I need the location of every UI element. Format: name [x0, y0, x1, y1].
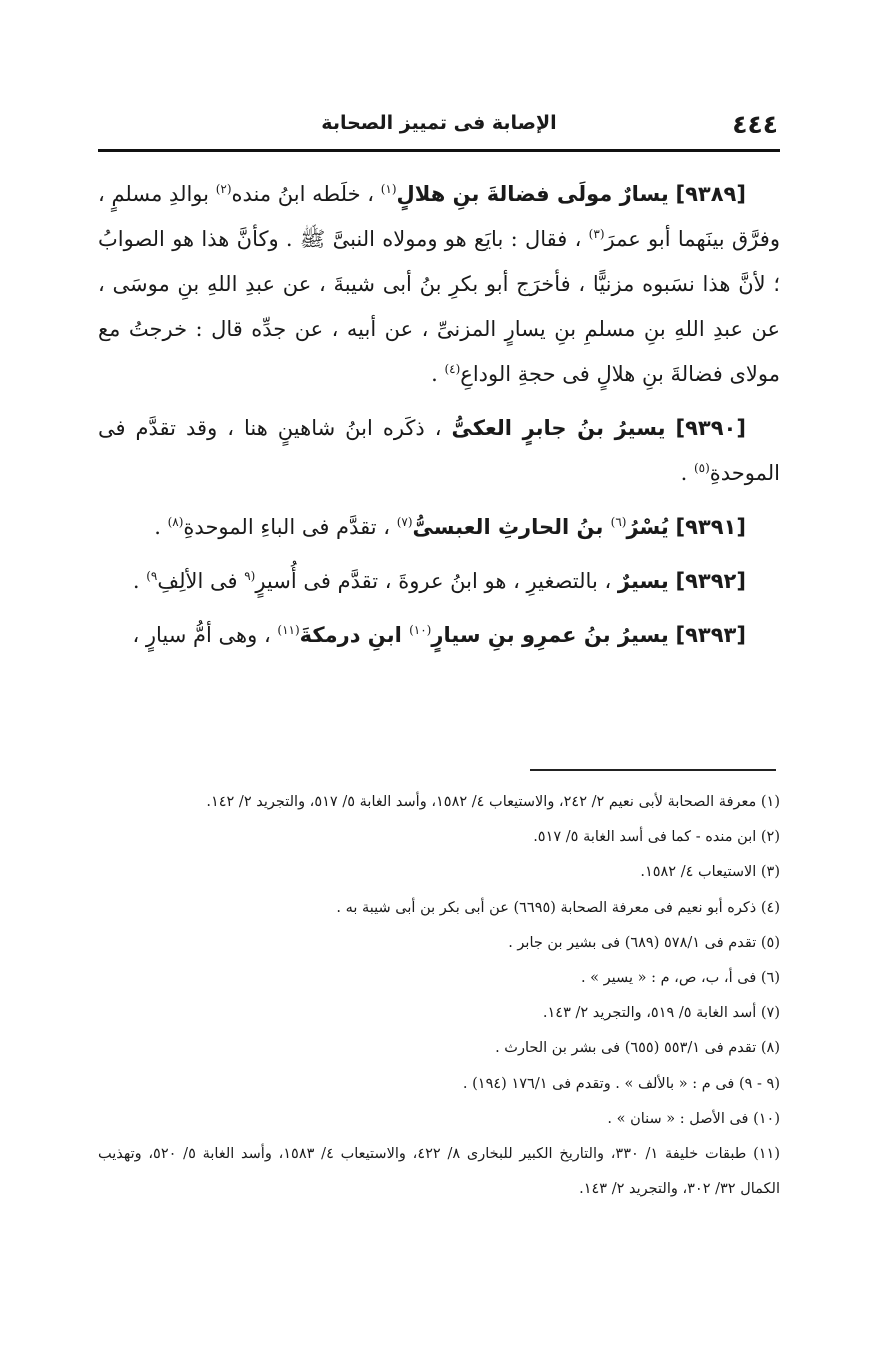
entry-number: [٩٣٩١]	[675, 515, 746, 539]
main-text	[98, 172, 780, 667]
entry-9392	[98, 559, 780, 604]
footnote-ref: (٥)	[693, 461, 710, 475]
footnote-rule	[530, 769, 776, 771]
footnote: (١١) طبقات خليفة ١/ ٣٣٠، والتاريخ الكبير للبخارى ٨/ ٤٢٢، والاستيعاب ٤/ ١٥٨٣، وأسد الغابة ٥/ ٥٢٠، وتهذيب الكمال ٣٢/ ٣٠٢، والتجريد ٢/ ١٤٣.	[98, 1146, 780, 1198]
entry-text: فى الألِفِ	[157, 569, 245, 593]
entry-text: ، وهى أمُّ سيارٍ ،	[132, 623, 278, 647]
entry-9390	[98, 406, 780, 496]
page-number: ٤٤٤	[732, 110, 778, 139]
footnote-ref: (٢)	[215, 182, 232, 196]
footnote-ref: (٩	[244, 569, 256, 583]
entry-text: .	[154, 515, 168, 539]
entry-9389	[98, 172, 780, 397]
footnote: (٥) تقدم فى ٥٧٨/١ (٦٨٩) فى بشير بن جابر .	[508, 934, 780, 951]
footnote-ref: (١٠)	[409, 623, 432, 637]
footnote-ref: (١)	[380, 182, 397, 196]
footnotes	[98, 785, 780, 1207]
entry-text: ، تقدَّم فى الباءِ الموحدةِ	[183, 515, 397, 539]
footnote: (٨) تقدم فى ٥٥٣/١ (٦٥٥) فى بشر بن الحارث .	[495, 1040, 780, 1057]
footnote-ref: (١١)	[277, 623, 300, 637]
entry-name: يسيرٌ	[617, 569, 669, 593]
footnote: (٣) الاستيعاب ٤/ ١٥٨٢.	[640, 864, 780, 881]
entry-name: بنُ الحارثِ العبسىُّ	[412, 515, 611, 539]
entry-name: يسارٌ مولَى فضالةَ بنِ هلالٍ	[396, 182, 669, 206]
footnote-ref: (٧)	[396, 515, 413, 529]
footnote-ref: (٦)	[610, 515, 627, 529]
entry-text: .	[132, 569, 147, 593]
entry-text: ، بالتصغيرِ ، هو ابنُ عروةَ ، تقدَّم فى أُسيرٍ	[255, 569, 618, 593]
entry-text: ، ذكَره ابنُ شاهينٍ هنا ، وقد تقدَّم فى الموحدةِ	[98, 416, 780, 485]
entry-text: .	[680, 461, 694, 485]
footnote-ref: (٣)	[588, 227, 605, 241]
footnote: (٦) فى أ، ب، ص، م : « يسير » .	[580, 970, 780, 987]
entry-number: [٩٣٩٠]	[675, 416, 746, 440]
entry-text: .	[431, 362, 445, 386]
entry-text: ، فقال : بايَع هو ومولاه النبىَّ ﷺ . وكأنَّ هذا هو الصوابُ ؛ لأنَّ هذا نسَبوه مزنيًّا ، فأخرَج أبو بكرِ بنُ أبى شيبةَ ، عن عبدِ اللهِ بنِ موسَى ، عن عبدِ اللهِ بنِ مسلمِ بنِ يسارٍ المزنىِّ ، عن أبيه ، عن جدِّه قال : خرجتُ مع مولاى فضالةَ بنِ هلالٍ فى حجةِ الوداعِ	[98, 227, 780, 386]
footnote-ref: (٤)	[444, 362, 461, 376]
entry-name: يسيرُ بنُ عمرِو بنِ سيارٍ	[431, 623, 669, 647]
entry-9391	[98, 505, 780, 550]
footnote-ref: (٨)	[167, 515, 184, 529]
entry-9393	[98, 613, 780, 658]
entry-number: [٩٣٩٣]	[675, 623, 746, 647]
footnote: (٢) ابن منده - كما فى أسد الغابة ٥/ ٥١٧.	[533, 829, 780, 846]
footnote: (١) معرفة الصحابة لأبى نعيم ٢/ ٢٤٢، والاستيعاب ٤/ ١٥٨٢، وأسد الغابة ٥/ ٥١٧، والتجريد ٢/ ١٤٢.	[206, 794, 780, 810]
entry-name: يُسْرُ	[626, 515, 669, 539]
footnote: (١٠) فى الأصل : « سنان » .	[607, 1110, 780, 1127]
page-header	[98, 104, 780, 144]
entry-name: ابنِ درمكةَ	[299, 623, 410, 647]
footnote-ref: ٩)	[146, 569, 158, 583]
entry-text: ، خلَطه ابنُ منده	[231, 182, 381, 206]
footnote: (٩ - ٩) فى م : « بالألف » . وتقدم فى ١٧٦/١ (١٩٤) .	[462, 1075, 780, 1092]
header-rule	[98, 149, 780, 152]
entry-text: بوالدِ مسلمٍ ، وفرَّق بينَهما أبو عمرَ	[98, 182, 780, 251]
entry-name: يسيرُ بنُ جابرٍ العكىُّ	[451, 416, 666, 440]
footnote: (٤) ذكره أبو نعيم فى معرفة الصحابة (٦٦٩٥) عن أبى بكر بن أبى شيبة به .	[336, 899, 780, 916]
entry-number: [٩٣٩٢]	[675, 569, 746, 593]
footnote: (٧) أسد الغابة ٥/ ٥١٩، والتجريد ٢/ ١٤٣.	[542, 1005, 780, 1022]
running-title: الإصابة فى تمييز الصحابة	[321, 112, 557, 134]
entry-number: [٩٣٨٩]	[675, 182, 746, 206]
